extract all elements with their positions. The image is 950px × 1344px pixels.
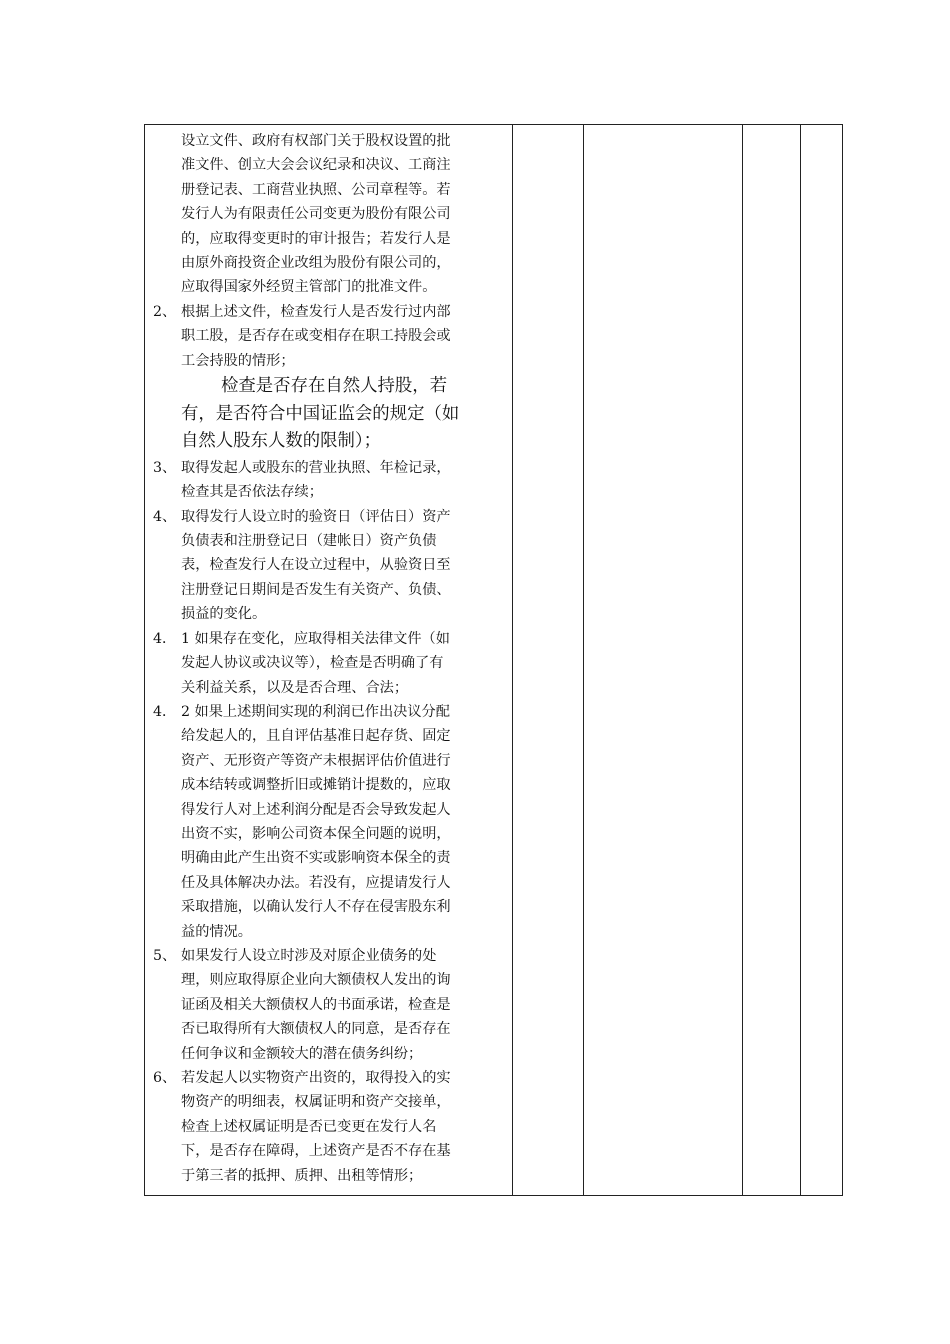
text-line: 任何争议和金额较大的潜在债务纠纷； — [181, 1045, 423, 1062]
text-line: 证函及相关大额债权人的书面承诺，检查是 — [181, 996, 451, 1013]
column-divider — [800, 125, 801, 1195]
text-line: 物资产的明细表，权属证明和资产交接单， — [181, 1094, 451, 1111]
item-number: 6、 — [153, 1070, 177, 1086]
checklist-table — [144, 124, 843, 1196]
text-line: 设立文件、政府有权部门关于股权设置的批 — [181, 133, 451, 149]
text-line: 于第三者的抵押、质押、出租等情形； — [181, 1167, 423, 1184]
item-number: 4、 — [153, 508, 177, 525]
procedure-paragraph — [153, 505, 505, 627]
text-line: 职工股，是否存在或变相存在职工持股会或 — [181, 328, 451, 345]
procedure-paragraph — [153, 944, 505, 1066]
text-line: 资产、无形资产等资产未根据评估价值进行 — [181, 752, 451, 769]
text-line: 给发起人的，且自评估基准日起存货、固定 — [181, 728, 451, 745]
text-line: 损益的变化。 — [181, 606, 267, 623]
text-line: 发起人协议或决议等），检查是否明确了有 — [181, 655, 444, 672]
text-line: 如果发行人设立时涉及对原企业债务的处 — [181, 947, 437, 964]
text-line: 有，是否符合中国证监会的规定（如 — [181, 403, 460, 424]
procedure-paragraph — [153, 373, 505, 456]
text-line: 下，是否存在障碍，上述资产是否不存在基 — [181, 1143, 451, 1160]
text-line: 发行人为有限责任公司变更为股份有限公司 — [181, 206, 451, 223]
text-line: 取得发起人或股东的营业执照、年检记录， — [181, 459, 451, 476]
text-line: 采取措施，以确认发行人不存在侵害股东利 — [181, 899, 451, 916]
text-line: 益的情况。 — [181, 923, 252, 940]
text-line: 自然人股东人数的限制）； — [181, 431, 381, 452]
procedure-paragraph — [153, 300, 505, 373]
procedure-paragraph — [153, 1066, 505, 1188]
text-line: 的，应取得变更时的审计报告；若发行人是 — [181, 230, 451, 247]
procedure-cell — [153, 129, 505, 1188]
text-line: 检查其是否依法存续； — [181, 484, 323, 501]
text-line: 出资不实，影响公司资本保全问题的说明， — [181, 825, 451, 842]
column-divider — [512, 125, 513, 1195]
text-line: 检查是否存在自然人持股，若 — [221, 376, 448, 397]
text-line: 否已取得所有大额债权人的同意，是否存在 — [181, 1021, 451, 1038]
text-line: 负债表和注册登记日（建帐日）资产负债 — [181, 533, 437, 550]
item-number: 4． — [153, 630, 177, 647]
item-number: 4． — [153, 703, 177, 720]
text-line: 工会持股的情形； — [181, 352, 295, 369]
text-line: 册登记表、工商营业执照、公司章程等。若 — [181, 181, 451, 198]
procedure-paragraph — [153, 456, 505, 505]
column-divider — [742, 125, 743, 1195]
text-line: 根据上述文件，检查发行人是否发行过内部 — [181, 303, 451, 320]
text-line: 得发行人对上述利润分配是否会导致发起人 — [181, 801, 451, 818]
column-divider — [583, 125, 584, 1195]
item-number: 5、 — [153, 947, 177, 964]
text-line: 理，则应取得原企业向大额债权人发出的询 — [181, 972, 451, 989]
text-line: 关利益关系，以及是否合理、合法； — [181, 679, 409, 696]
item-number: 3、 — [153, 459, 177, 476]
procedure-paragraph — [153, 700, 505, 944]
text-line: 任及具体解决办法。若没有，应提请发行人 — [181, 874, 451, 891]
text-line: 成本结转或调整折旧或摊销计提数的，应取 — [181, 777, 451, 794]
text-line: 由原外商投资企业改组为股份有限公司的， — [181, 255, 451, 272]
text-line: 若发起人以实物资产出资的，取得投入的实 — [181, 1070, 451, 1086]
procedure-paragraph — [153, 129, 505, 300]
text-line: 明确由此产生出资不实或影响资本保全的责 — [181, 850, 451, 867]
item-number: 2、 — [153, 303, 177, 320]
text-line: 注册登记日期间是否发生有关资产、负债、 — [181, 581, 451, 598]
text-line: 检查上述权属证明是否已变更在发行人名 — [181, 1118, 437, 1135]
text-line: 2 如果上述期间实现的利润已作出决议分配 — [181, 703, 450, 720]
text-line: 1 如果存在变化，应取得相关法律文件（如 — [181, 630, 450, 647]
text-line: 表，检查发行人在设立过程中，从验资日至 — [181, 557, 451, 574]
text-line: 准文件、创立大会会议纪录和决议、工商注 — [181, 157, 451, 174]
procedure-paragraph — [153, 627, 505, 700]
text-line: 应取得国家外经贸主管部门的批准文件。 — [181, 279, 437, 296]
text-line: 取得发行人设立时的验资日（评估日）资产 — [181, 508, 451, 525]
